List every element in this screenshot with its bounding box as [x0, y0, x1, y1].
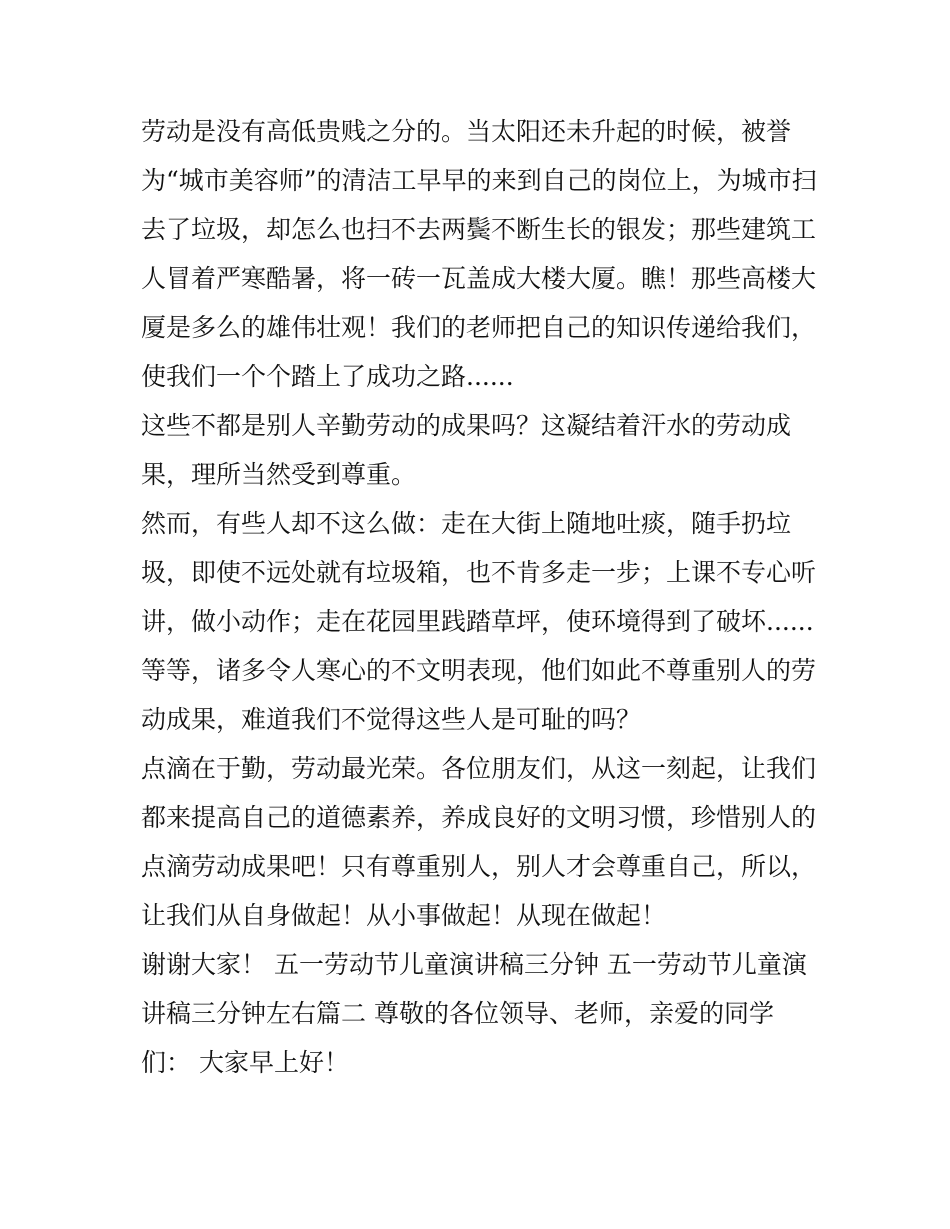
- text-line: 等等，诸多令人寒心的不文明表现，他们如此不尊重别人的劳: [141, 656, 817, 685]
- text-line: 劳动是没有高低贵贱之分的。当太阳还未升起的时候，被誉: [141, 117, 792, 146]
- text-line: 厦是多么的雄伟壮观！我们的老师把自己的知识传递给我们，: [141, 313, 817, 342]
- text-line: 圾，即使不远处就有垃圾箱，也不肯多走一步；上课不专心听: [141, 558, 817, 587]
- text-line: 去了垃圾，却怎么也扫不去两鬓不断生长的银发；那些建筑工: [141, 215, 817, 244]
- text-line: 为“城市美容师”的清洁工早早的来到自己的岗位上，为城市扫: [141, 166, 817, 195]
- text-line: 都来提高自己的道德素养，养成良好的文明习惯，珍惜别人的: [141, 803, 817, 832]
- text-line: 们： 大家早上好！: [141, 1048, 349, 1077]
- text-line: 果，理所当然受到尊重。: [141, 460, 417, 489]
- text-line: 讲，做小动作；走在花园里践踏草坪，使环境得到了破坏......: [141, 607, 814, 636]
- text-line: 然而，有些人却不这么做：走在大街上随地吐痰，随手扔垃: [141, 509, 792, 538]
- text-line: 使我们一个个踏上了成功之路......: [141, 362, 514, 391]
- text-line: 这些不都是别人辛勤劳动的成果吗？这凝结着汗水的劳动成: [141, 411, 792, 440]
- document-body: [141, 107, 821, 1087]
- text-line: 人冒着严寒酷暑，将一砖一瓦盖成大楼大厦。瞧！那些高楼大: [141, 264, 817, 293]
- text-line: 讲稿三分钟左右篇二 尊敬的各位领导、老师，亲爱的同学: [141, 999, 774, 1028]
- text-line: 点滴在于勤，劳动最光荣。各位朋友们，从这一刻起，让我们: [141, 754, 817, 783]
- text-line: 点滴劳动成果吧！只有尊重别人，别人才会尊重自己，所以，: [141, 852, 817, 881]
- text-line: 让我们从自身做起！从小事做起！从现在做起！: [141, 901, 667, 930]
- text-line: 谢谢大家！ 五一劳动节儿童演讲稿三分钟 五一劳动节儿童演: [141, 950, 807, 979]
- text-line: 动成果，难道我们不觉得这些人是可耻的吗？: [141, 705, 642, 734]
